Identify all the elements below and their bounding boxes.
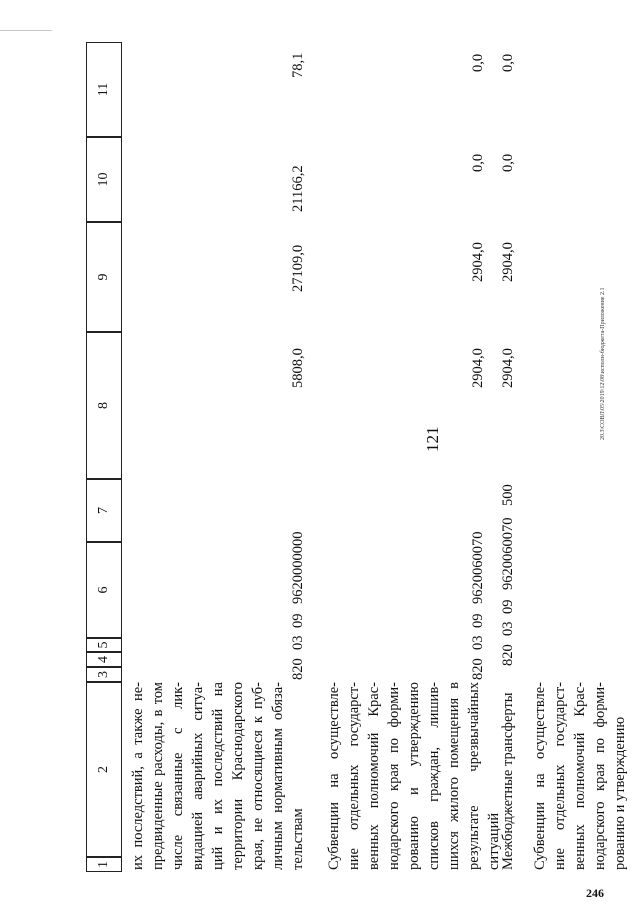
cell-value-9: 2904,0	[500, 242, 516, 282]
file-path-note: 20.3\СОВЛ\05\2019\12\08\исполн-бюджета-Приложение 2.1	[600, 287, 606, 440]
table-header	[86, 42, 122, 872]
cell-value-11: 78,1	[290, 52, 306, 78]
cell-value-10: 0,0	[500, 153, 516, 172]
header-col-3: 3	[86, 667, 122, 682]
cell-code-6: 9620060070	[470, 531, 486, 604]
row-name: Субвенции на осуществле-ние отдельных государст-венных полномочий Крас-нодарского края по форми-рованию и утверждению	[532, 682, 628, 870]
cell-value-10: 21166,2	[290, 165, 306, 212]
cell-code-7: 500	[500, 484, 516, 506]
header-col-1: 1	[86, 857, 122, 872]
cell-code-5: 09	[470, 613, 486, 628]
header-col-2: 2	[86, 682, 122, 857]
header-col-11: 11	[86, 42, 122, 137]
header-col-8: 8	[86, 332, 122, 479]
row-name: Субвенции на осуществле-ние отдельных государст-венных полномочий Крас-нодарского края по форми-рованию и утверждению списков граждан, лишив-шихся жилого помещения в результате чрезвычайных ситуаций	[326, 682, 502, 870]
cell-code-4: 03	[290, 635, 306, 650]
row-name: Межбюджетные трансферты	[500, 692, 516, 870]
cell-code-4: 03	[500, 621, 516, 636]
page-corner-mark	[0, 30, 52, 31]
corner-page-number: 246	[586, 886, 604, 900]
header-col-6: 6	[86, 542, 122, 638]
header-col-10: 10	[86, 137, 122, 222]
cell-value-8: 2904,0	[470, 348, 486, 388]
header-col-5: 5	[86, 638, 122, 652]
cell-code-5: 09	[290, 613, 306, 628]
cell-code-6: 9620000000	[290, 531, 306, 604]
header-col-9: 9	[86, 222, 122, 332]
cell-value-8: 5808,0	[290, 348, 306, 388]
cell-code-5: 09	[500, 599, 516, 614]
cell-value-9: 27109,0	[290, 244, 306, 292]
page-number: 121	[423, 426, 442, 452]
header-col-7: 7	[86, 479, 122, 542]
cell-value-9: 2904,0	[470, 242, 486, 282]
cell-value-11: 0,0	[500, 53, 516, 72]
cell-value-11: 0,0	[470, 53, 486, 72]
cell-value-8: 2904,0	[500, 348, 516, 388]
cell-code-3: 820	[500, 644, 516, 666]
cell-code-3: 820	[290, 658, 306, 680]
cell-code-4: 03	[470, 635, 486, 650]
cell-code-6: 9620060070	[500, 517, 516, 590]
header-col-4: 4	[86, 652, 122, 667]
cell-code-3: 820	[470, 658, 486, 680]
cell-value-10: 0,0	[470, 153, 486, 172]
row-name: их последствий, а также не-предвиденные расходы, в том числе связанные с лик-видацией аварийных ситуа-ций и их последствий на территории Краснодарского края, не относящиеся к пуб-личным нормативным обяза-тельствам	[130, 682, 306, 870]
